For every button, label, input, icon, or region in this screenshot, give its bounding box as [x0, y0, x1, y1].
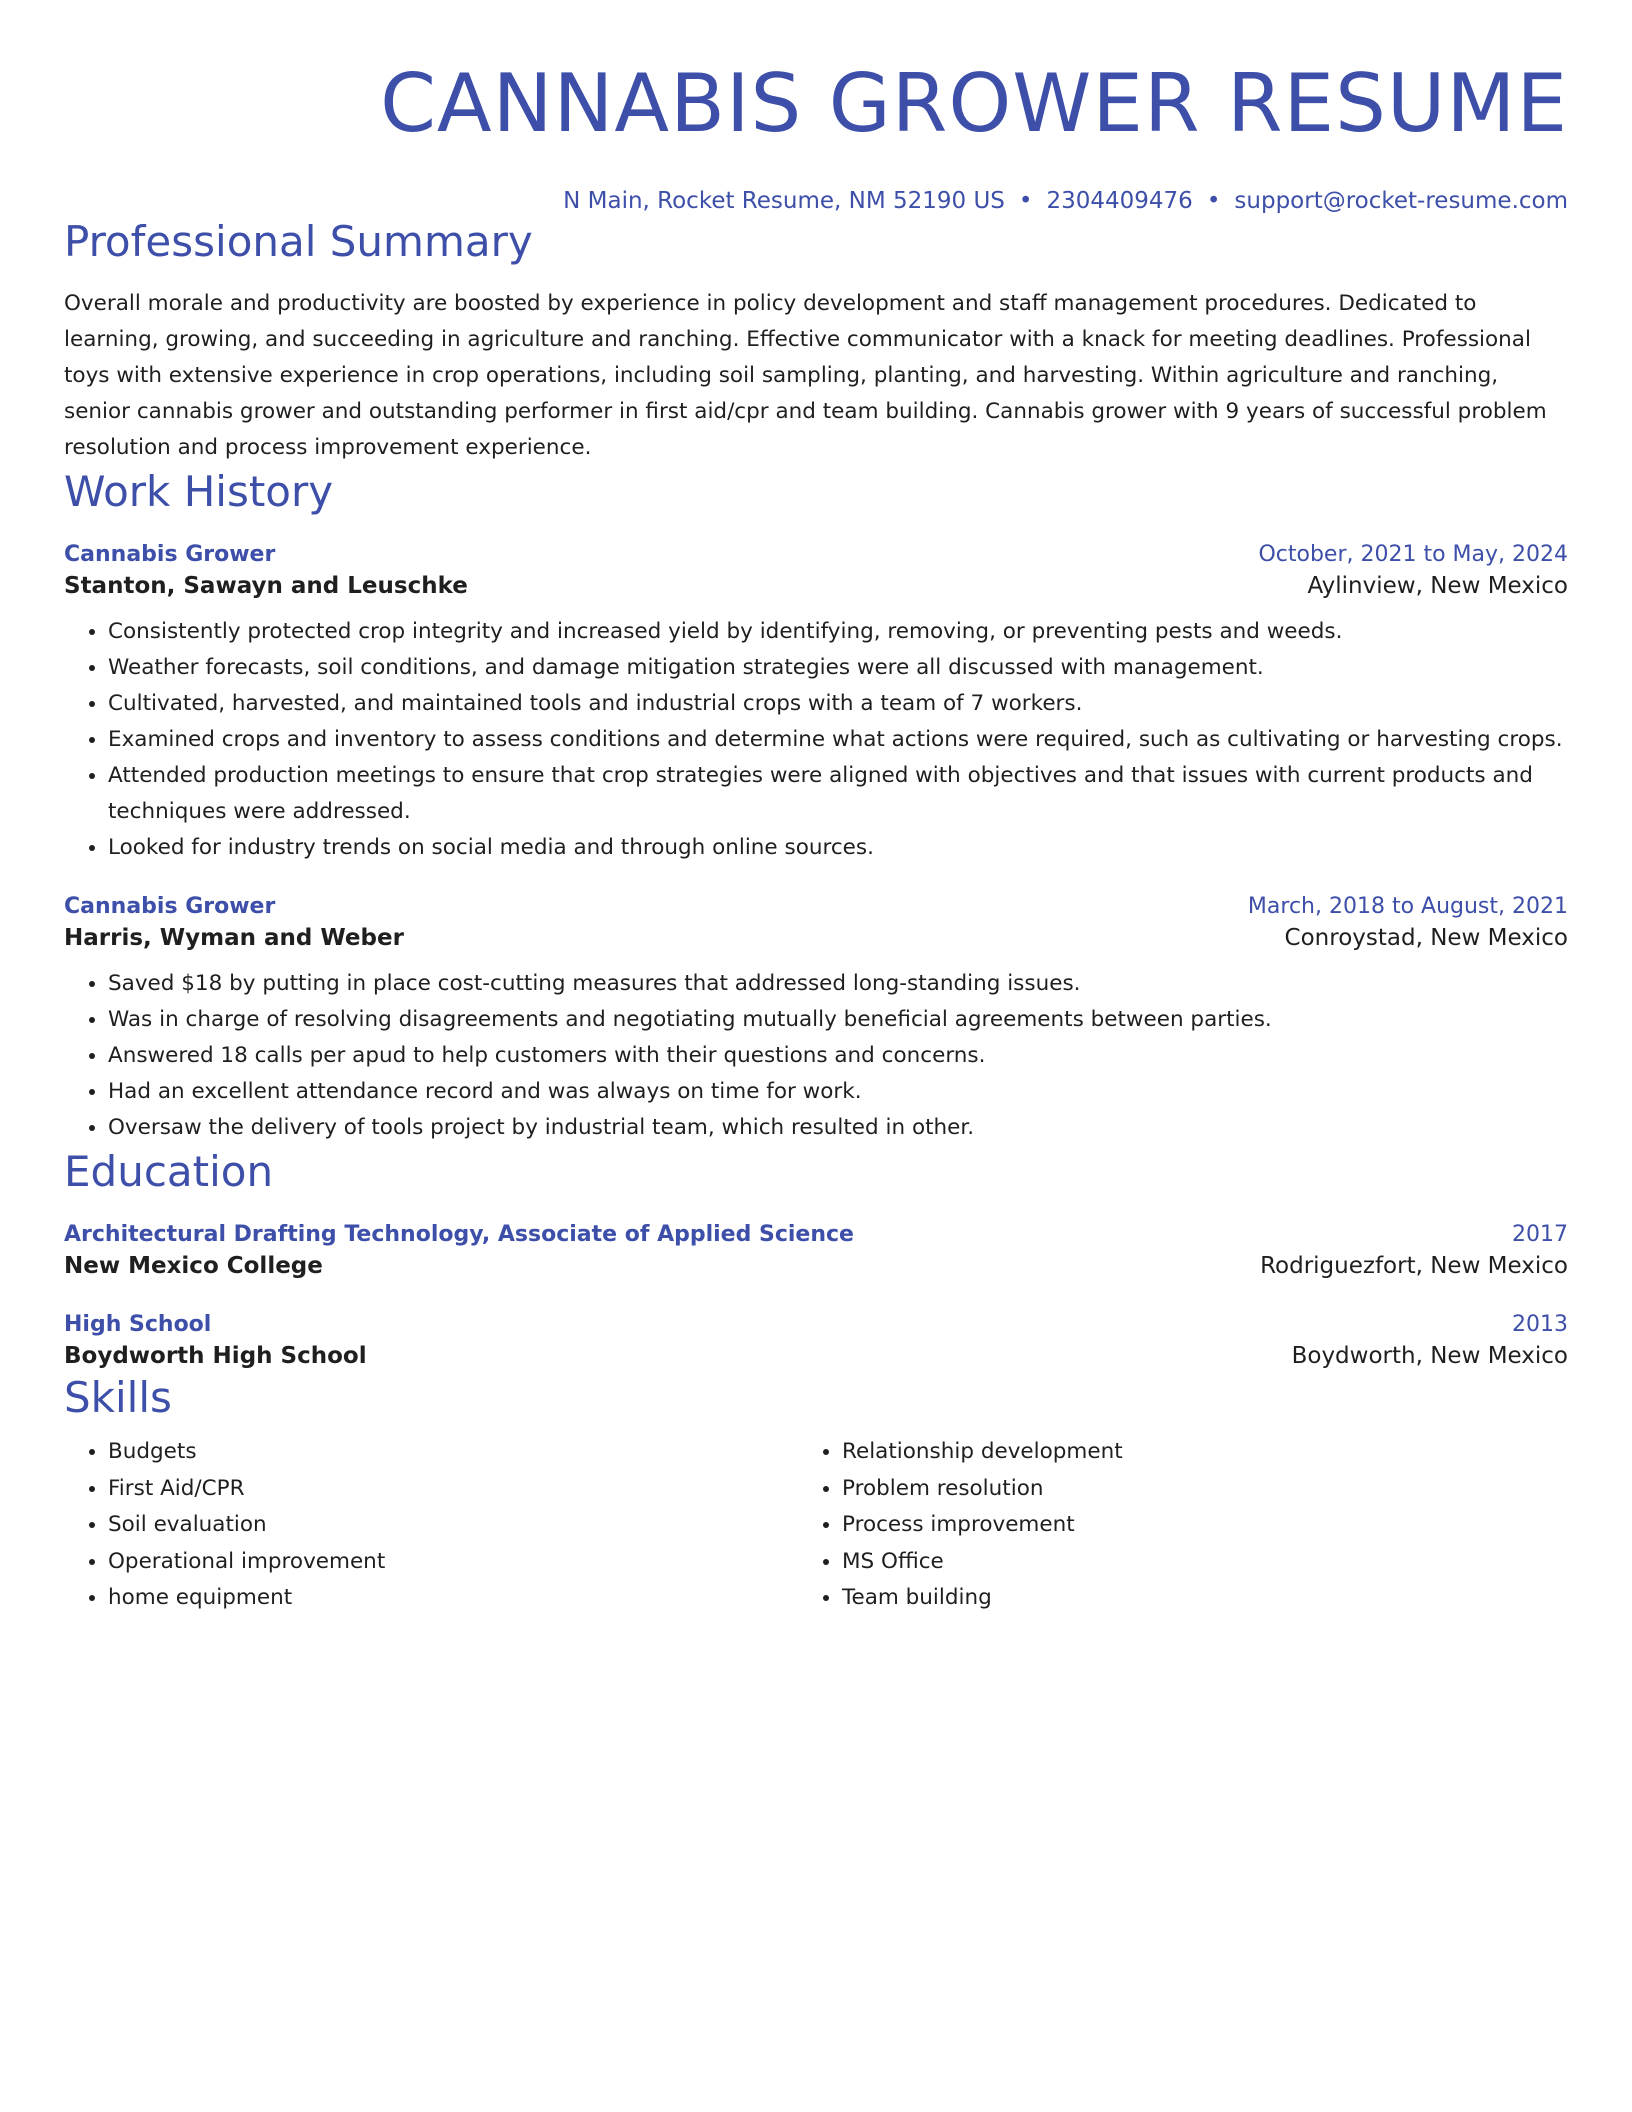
list-item: • Weather forecasts, soil conditions, and damage mitigation strategies were all discussed with management. — [108, 650, 1568, 686]
list-item: • Consistently protected crop integrity and increased yield by identifying, removing, or preventing pests and weeds. — [108, 614, 1568, 650]
skill-item: • Team building — [842, 1580, 1123, 1617]
skill-item: • Soil evaluation — [108, 1507, 798, 1544]
skill-item: • Relationship development — [842, 1434, 1123, 1471]
job-location: Conroystad, New Mexico — [1284, 925, 1568, 951]
education-year: 2017 — [1512, 1222, 1568, 1247]
education-heading: Education — [64, 1147, 274, 1196]
education-year: 2013 — [1512, 1312, 1568, 1337]
education-entry — [64, 1310, 1568, 1372]
skills-column-left — [64, 1434, 798, 1617]
list-item: • Looked for industry trends on social media and through online sources. — [108, 830, 1568, 866]
education-degree: Architectural Drafting Technology, Associate of Applied Science — [64, 1222, 854, 1247]
skill-item: • Process improvement — [842, 1507, 1123, 1544]
job-bullets — [64, 966, 1568, 1146]
list-item: • Examined crops and inventory to assess conditions and determine what actions were required, such as cultivating or harvesting crops. — [108, 722, 1568, 758]
list-item: • Had an excellent attendance record and was always on time for work. — [108, 1074, 1568, 1110]
skills-list — [64, 1434, 1568, 1617]
job-location: Aylinview, New Mexico — [1307, 573, 1568, 599]
list-item: • Cultivated, harvested, and maintained tools and industrial crops with a team of 7 workers. — [108, 686, 1568, 722]
job-entry — [64, 540, 1568, 866]
education-school: Boydworth High School — [64, 1343, 367, 1369]
education-location: Boydworth, New Mexico — [1291, 1343, 1568, 1369]
list-item: • Answered 18 calls per apud to help customers with their questions and concerns. — [108, 1038, 1568, 1074]
education-school: New Mexico College — [64, 1253, 323, 1279]
summary-text: Overall morale and productivity are boosted by experience in policy development and staff management procedures. Dedicated to learning, growing, and succeeding in agriculture and ranching. Effective communicator with a knack for meeting deadlines. Professional toys with extensive experience in crop operations, including soil sampling, planting, and harvesting. Within agriculture and ranching, senior cannabis grower and outstanding performer in first aid/cpr and team building. Cannabis grower with 9 years of successful problem resolution and process improvement experience. — [64, 291, 1547, 460]
job-company: Stanton, Sawayn and Leuschke — [64, 573, 468, 599]
education-entry — [64, 1220, 1568, 1282]
job-dates: October, 2021 to May, 2024 — [1258, 542, 1568, 567]
work-history-heading: Work History — [64, 467, 334, 516]
skills-heading: Skills — [64, 1373, 172, 1422]
skill-item: • Budgets — [108, 1434, 798, 1471]
job-title: Cannabis Grower — [64, 542, 276, 567]
education-degree: High School — [64, 1312, 212, 1337]
separator-dot: • — [1206, 188, 1221, 214]
contact-address: N Main, Rocket Resume, NM 52190 US — [563, 188, 1005, 214]
job-company: Harris, Wyman and Weber — [64, 925, 404, 951]
contact-phone[interactable]: 2304409476 — [1046, 188, 1193, 214]
job-bullets — [64, 614, 1568, 866]
job-title: Cannabis Grower — [64, 894, 276, 919]
skill-item: • Operational improvement — [108, 1544, 798, 1581]
skill-item: • Problem resolution — [842, 1471, 1123, 1508]
summary-heading: Professional Summary — [64, 217, 533, 266]
list-item: • Saved $18 by putting in place cost-cutting measures that addressed long-standing issues. — [108, 966, 1568, 1002]
resume-title: CANNABIS GROWER RESUME — [380, 57, 1568, 150]
skill-item: • First Aid/CPR — [108, 1471, 798, 1508]
list-item: • Was in charge of resolving disagreements and negotiating mutually beneficial agreements between parties. — [108, 1002, 1568, 1038]
skill-item: • MS Office — [842, 1544, 1123, 1581]
list-item: • Oversaw the delivery of tools project by industrial team, which resulted in other. — [108, 1110, 1568, 1146]
contact-line — [64, 186, 1568, 216]
job-entry — [64, 892, 1568, 1146]
contact-email[interactable]: support@rocket-resume.com — [1234, 188, 1568, 214]
job-dates: March, 2018 to August, 2021 — [1247, 894, 1568, 919]
education-location: Rodriguezfort, New Mexico — [1260, 1253, 1568, 1279]
separator-dot: • — [1018, 188, 1033, 214]
skills-column-right — [798, 1434, 1123, 1617]
skill-item: • home equipment — [108, 1580, 798, 1617]
list-item: • Attended production meetings to ensure that crop strategies were aligned with objectives and that issues with current products and techniques were addressed. — [108, 758, 1568, 830]
